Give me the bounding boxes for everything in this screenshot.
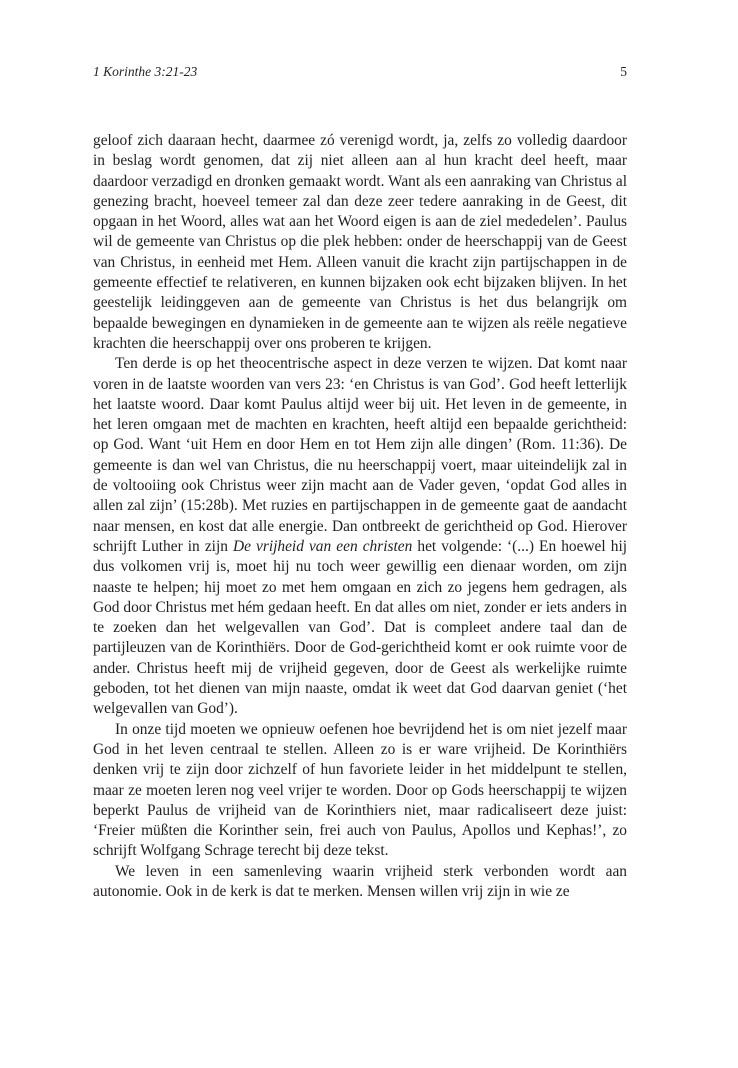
running-head xyxy=(93,63,627,81)
paragraph-4: We leven in een samenleving waarin vrijheid sterk verbonden wordt aan autonomie. Ook in de kerk is dat te merken. Mensen willen vrij zijn in wie ze xyxy=(93,862,627,900)
paragraph-2-text-end: het volgende: ‘(...) En hoewel hij dus volkomen vrij is, moet hij nu toch weer gewillig een dienaar worden, om zijn naaste te helpen; hij moet zo met hem omgaan en zich zo jegens hem gedragen, als God door Christus met hém gedaan heeft. En dat alles om niet, zonder er iets anders in te zoeken dan het welgevallen van God’. Dat is compleet andere taal dan de partijleuzen van de Korinthiërs. Door de God-gerichtheid komt er ook ruimte voor de ander. Christus heeft mij de vrijheid gegeven, door de Geest als werkelijke ruimte geboden, tot het dienen van mijn naaste, omdat ik weet dat God daarvan geniet (‘het welgevallen van God’). xyxy=(93,537,627,718)
paragraph-2 xyxy=(93,354,627,719)
paragraph-3: In onze tijd moeten we opnieuw oefenen hoe bevrijdend het is om niet jezelf maar God in het leven centraal te stellen. Alleen zo is er ware vrijheid. De Korinthiërs denken vrij te zijn door zichzelf of hun favoriete leider in het middelpunt te stellen, maar ze moeten leren nog veel vrijer te worden. Door op Gods heerschappij te wijzen beperkt Paulus de vrijheid van de Korinthiers niet, maar radicaliseert deze juist: ‘Freier müßten die Korinther sein, frei auch von Paulus, Apollos und Kephas!’, zo schrijft Wolfgang Schrage terecht bij deze tekst. xyxy=(93,720,627,860)
paragraph-2-text-start: Ten derde is op het theocentrische aspect in deze verzen te wijzen. Dat komt naar voren in de laatste woorden van vers 23: ‘en Christus is van God’. God heeft letterlijk het laatste woord. Daar komt Paulus altijd weer bij uit. Het leven in de gemeente, in het leren omgaan met de machten en krachten, heeft altijd een bepaalde gerichtheid: op God. Want ‘uit Hem en door Hem en tot Hem zijn alle dingen’ (Rom. 11:36). De gemeente is dan wel van Christus, die nu heerschappij voert, maar uiteindelijk zal in de voltooiing ook Christus weer zijn macht aan de Vader geven, ‘opdat God alles in allen zal zijn’ (15:28b). Met ruzies en partijschappen in de gemeente gaat de aandacht naar mensen, en kost dat alle energie. Dan ontbreekt de gerichtheid op God. Hierover schrijft Luther in zijn xyxy=(93,355,627,555)
running-head-reference: 1 Korinthe 3:21-23 xyxy=(93,64,198,79)
page-number: 5 xyxy=(620,64,627,79)
paragraph-1: geloof zich daaraan hecht, daarmee zó verenigd wordt, ja, zelfs zo volledig daardoor in beslag wordt genomen, dat zij niet alleen aan al hun kracht deel heeft, maar daardoor verzadigd en dronken gemaakt wordt. Want als een aanraking van Christus al genezing bracht, hoeveel temeer zal dan deze zeer tedere aanraking in de Geest, dit opgaan in het Woord, alles wat aan het Woord eigen is aan de ziel mededelen’. Paulus wil de gemeente van Christus op die plek hebben: onder de heerschappij van de Geest van Christus, in eenheid met Hem. Alleen vanuit die kracht zijn partijschappen in de gemeente effectief te relativeren, en kunnen bijzaken ook echt bijzaken blijven. In het geestelijk leidinggeven aan de gemeente van Christus is het dus belangrijk om bepaalde bewegingen en dynamieken in de gemeente aan te wijzen als reële negatieve krachten die heerschappij over ons proberen te krijgen. xyxy=(93,132,627,352)
book-title: De vrijheid van een christen xyxy=(233,537,413,555)
body-text xyxy=(93,131,627,902)
